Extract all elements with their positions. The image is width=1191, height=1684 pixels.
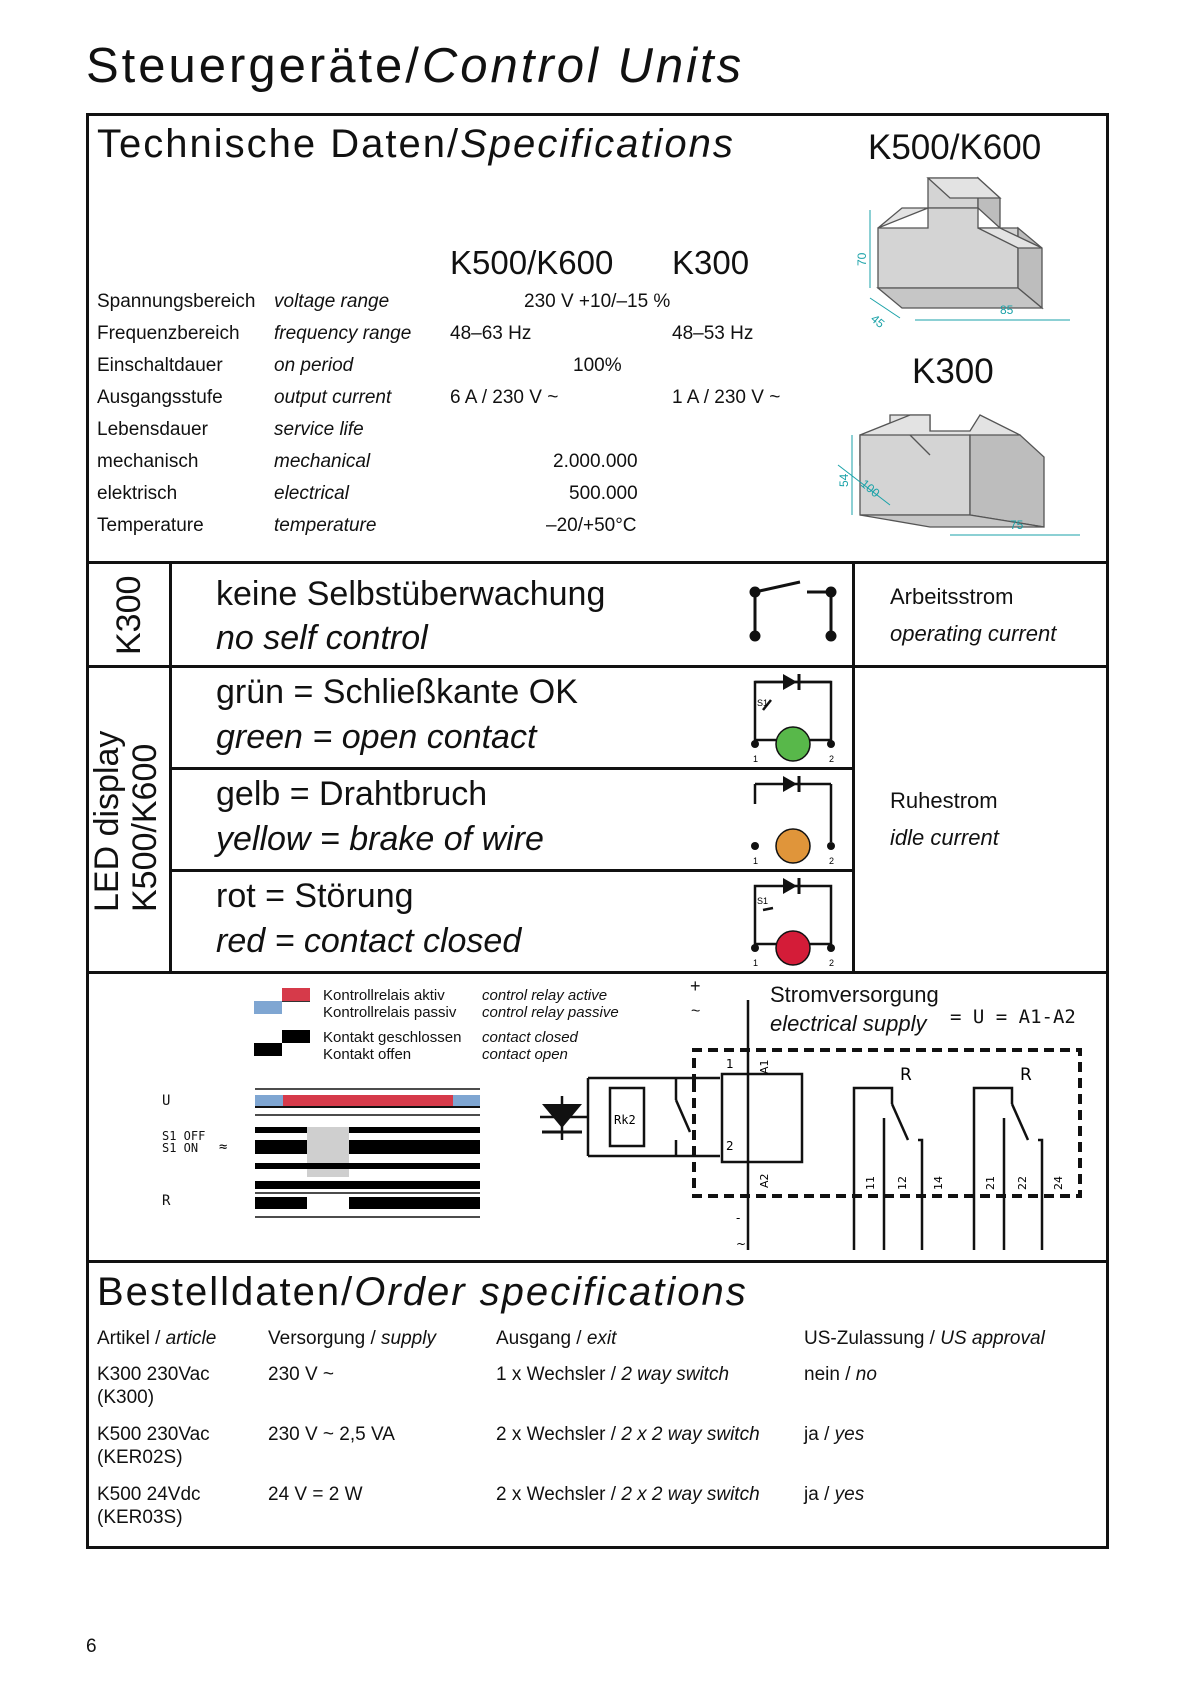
led-row-2-de: gelb = Drahtbruch (216, 775, 488, 813)
svg-text:24: 24 (1052, 1176, 1065, 1190)
divider-mode-col (852, 561, 855, 972)
svg-text:S1: S1 (757, 698, 769, 708)
spec-row: mechanisch mechanical 2.000.000 (97, 451, 638, 472)
svg-text:A1: A1 (758, 1059, 771, 1074)
svg-text:1: 1 (753, 754, 759, 764)
housing-drawing-k500 (830, 170, 1100, 335)
led-mode-de: Ruhestrom (890, 788, 998, 813)
k300-mode-en: operating current (890, 621, 1057, 646)
table-row: K500 24Vdc (KER03S) (97, 1484, 201, 1528)
timing-label-s1-off: S1 OFF (162, 1129, 206, 1143)
legend-contact-open-en: contact open (482, 1046, 568, 1063)
led-green-symbol (745, 670, 845, 766)
order-header-supply: Versorgung / supply (268, 1328, 436, 1349)
supply-label-de: Stromversorgung (770, 982, 939, 1007)
legend-relay-active-en: control relay active (482, 987, 608, 1004)
order-cell-exit: 1 x Wechsler / 2 way switch (496, 1364, 730, 1385)
k300-side-label: K300 (110, 575, 148, 655)
order-cell-supply: 230 V ~ 2,5 VA (268, 1424, 395, 1445)
order-cell-us: ja / yes (804, 1424, 865, 1445)
led-mode-en: idle current (890, 825, 999, 850)
led-red-symbol (745, 874, 845, 970)
svg-text:2: 2 (829, 754, 835, 764)
timing-label-r: R (162, 1193, 171, 1209)
divider-specs (86, 561, 1109, 564)
svg-text:21: 21 (984, 1176, 997, 1190)
led-row-3-de: rot = Störung (216, 877, 414, 915)
supply-label-en: electrical supply (770, 1011, 927, 1036)
dim-height: 70 (855, 252, 869, 266)
divider-led-row2 (171, 869, 854, 872)
page-title: Steuergeräte/Control Units (86, 39, 745, 93)
svg-text:2: 2 (829, 856, 835, 866)
order-cell-supply: 230 V ~ (268, 1364, 335, 1385)
svg-text:1: 1 (726, 1057, 734, 1071)
relay-label: Rk2 (614, 1113, 636, 1127)
spec-row: Temperature temperature –20/+50°C (97, 515, 637, 536)
k300-mode-de: Arbeitsstrom (890, 584, 1014, 609)
led-side-label-1: LED display (88, 730, 126, 912)
led-row-3-en: red = contact closed (216, 922, 522, 960)
led-yellow-symbol (745, 772, 845, 868)
supply-tilde-top: ~ (691, 1003, 701, 1020)
legend-relay-active-de: Kontrollrelais aktiv (323, 987, 445, 1004)
led-row-1-de: grün = Schließkante OK (216, 673, 578, 711)
divider-side-col (169, 561, 172, 972)
dim-width: 85 (1000, 303, 1014, 317)
svg-text:~: ~ (736, 1237, 747, 1251)
order-cell-exit: 2 x Wechsler / 2 x 2 way switch (496, 1424, 760, 1445)
order-header-article: Artikel / article (97, 1328, 217, 1349)
legend-contact-closed-en: contact closed (482, 1029, 578, 1046)
svg-text:2: 2 (829, 958, 835, 968)
specs-col-k300: K300 (672, 244, 750, 281)
spec-row: Frequenzbereich frequency range 48–63 Hz 48–53 Hz (97, 323, 754, 344)
led-lamp-yellow (776, 829, 810, 863)
legend-swatch-relay (254, 988, 310, 1014)
dim-width: 75 (1010, 518, 1024, 532)
order-cell-us: nein / no (804, 1364, 877, 1385)
order-header-exit: Ausgang / exit (496, 1328, 617, 1349)
dim-height: 54 (837, 473, 851, 487)
supply-equation: = U = A1-A2 (950, 1006, 1076, 1028)
divider-led-row1 (171, 767, 854, 770)
order-header-us: US-Zulassung / US approval (804, 1328, 1045, 1349)
timing-diagram (215, 1085, 495, 1225)
led-side-label-2: K500/K600 (126, 743, 164, 912)
led-row-1-en: green = open contact (216, 718, 537, 756)
spec-row: Einschaltdauer on period 100% (97, 355, 622, 376)
svg-text:R: R (1020, 1065, 1032, 1085)
table-row: K500 230Vac (KER02S) (97, 1424, 210, 1468)
svg-text:1: 1 (753, 958, 759, 968)
specs-col-k500: K500/K600 (450, 244, 614, 281)
divider-diagram (86, 1260, 1109, 1263)
housing-drawing-k300 (830, 395, 1100, 560)
legend-relay-passive-de: Kontrollrelais passiv (323, 1004, 457, 1021)
svg-text:2: 2 (726, 1139, 734, 1153)
svg-text:12: 12 (896, 1176, 909, 1190)
svg-text:11: 11 (864, 1176, 877, 1190)
legend-contact-open-de: Kontakt offen (323, 1046, 412, 1063)
page-number: 6 (86, 1636, 97, 1657)
svg-text:≈: ≈ (219, 1139, 228, 1155)
svg-text:-: - (736, 1211, 741, 1225)
spec-row: Ausgangsstufe output current 6 A / 230 V ~ 1 A / 230 V ~ (97, 387, 781, 408)
order-cell-exit: 2 x Wechsler / 2 x 2 way switch (496, 1484, 760, 1505)
svg-text:R: R (900, 1065, 912, 1085)
contact-symbol-no (745, 580, 845, 650)
svg-text:S1: S1 (757, 896, 769, 906)
led-row-2-en: yellow = brake of wire (216, 820, 544, 858)
spec-row: Spannungsbereich voltage range 230 V +10/–15 % (97, 291, 671, 312)
led-lamp-green (776, 727, 810, 761)
k300-line-de: keine Selbstüberwachung (216, 575, 606, 613)
svg-text:A2: A2 (758, 1173, 771, 1188)
dim-depth: 45 (868, 311, 888, 331)
timing-label-s1-on: S1 ON (162, 1141, 199, 1155)
legend-contact-closed-de: Kontakt geschlossen (323, 1029, 462, 1046)
led-lamp-red (776, 931, 810, 965)
table-row: K300 230Vac (K300) (97, 1364, 210, 1408)
drawing-k500-label: K500/K600 (868, 128, 1042, 167)
order-title: Bestelldaten/Order specifications (97, 1270, 748, 1314)
svg-text:1: 1 (753, 856, 759, 866)
divider-led (86, 971, 1109, 974)
svg-text:14: 14 (932, 1176, 945, 1190)
timing-label-u: U (162, 1093, 171, 1109)
drawing-k300-label: K300 (912, 352, 994, 391)
supply-plus: + (690, 976, 701, 996)
legend-swatch-contact (254, 1030, 310, 1056)
specs-title: Technische Daten/Specifications (97, 122, 735, 166)
order-cell-supply: 24 V = 2 W (268, 1484, 363, 1505)
dim-depth: 100 (858, 476, 883, 501)
divider-k300 (86, 665, 1109, 668)
spec-row: Lebensdauer service life (97, 419, 364, 440)
spec-row: elektrisch electrical 500.000 (97, 483, 638, 504)
order-cell-us: ja / yes (804, 1484, 865, 1505)
k300-line-en: no self control (216, 619, 428, 657)
circuit-diagram (530, 1000, 1090, 1258)
legend-relay-passive-en: control relay passive (482, 1004, 619, 1021)
svg-text:22: 22 (1016, 1176, 1029, 1190)
